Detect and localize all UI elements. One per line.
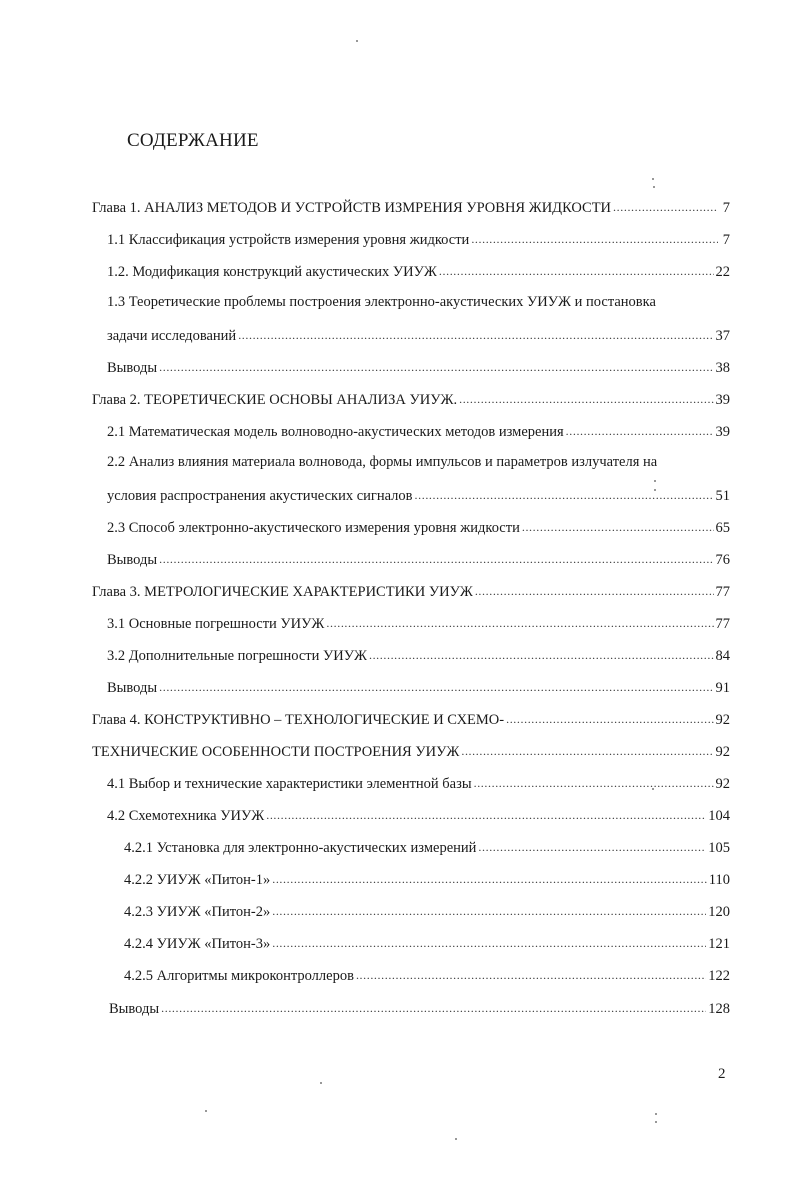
toc-leader <box>415 487 714 505</box>
toc-entry-1-3-line1: 1.3 Теоретические проблемы построения электронно-акустических УИУЖ и постановка <box>107 294 656 310</box>
toc-entry-2-1 <box>107 421 730 441</box>
toc-leader <box>356 967 706 985</box>
toc-entry-label: 4.2.4 УИУЖ «Питон-3» <box>124 936 271 952</box>
toc-leader <box>471 231 718 249</box>
toc-entry-page: 128 <box>708 1001 730 1017</box>
toc-entry-page: 92 <box>715 712 730 728</box>
toc-entry-page: 7 <box>722 232 730 248</box>
page-number: 2 <box>718 1066 726 1082</box>
toc-leader <box>159 359 713 377</box>
scan-speck <box>652 788 654 790</box>
toc-leader <box>474 775 714 793</box>
toc-entry-label: Глава 3. МЕТРОЛОГИЧЕСКИЕ ХАРАКТЕРИСТИКИ УИУЖ <box>92 584 473 600</box>
toc-entry-page: 77 <box>715 616 730 632</box>
toc-entry-page: 51 <box>715 488 730 504</box>
toc-leader <box>272 871 707 889</box>
toc-entry-1-2 <box>107 261 730 281</box>
toc-entry-page: 65 <box>715 520 730 536</box>
toc-entry-chapter-1 <box>92 197 730 217</box>
toc-entry-label: 4.2.3 УИУЖ «Питон-2» <box>124 904 271 920</box>
toc-entry-label: Глава 4. КОНСТРУКТИВНО – ТЕХНОЛОГИЧЕСКИЕ И СХЕМО- <box>92 712 505 728</box>
toc-entry-2-2-line1: 2.2 Анализ влияния материала волновода, формы импульсов и параметров излучателя на <box>107 454 658 470</box>
toc-entry-page: 76 <box>715 552 730 568</box>
toc-entry-1-1 <box>107 229 730 249</box>
toc-entry-label: 3.2 Дополнительные погрешности УИУЖ <box>107 648 367 664</box>
toc-leader <box>506 711 713 729</box>
toc-entry-page: 105 <box>708 840 730 856</box>
toc-entry-label: 4.2.5 Алгоритмы микроконтроллеров <box>124 968 354 984</box>
toc-entry-conclusions-2 <box>107 549 730 569</box>
toc-entry-page: 104 <box>708 808 730 824</box>
toc-leader <box>159 551 713 569</box>
toc-entry-page: 121 <box>708 936 730 952</box>
toc-entry-label: 4.2 Схемотехника УИУЖ <box>107 808 265 824</box>
toc-entry-page: 38 <box>715 360 730 376</box>
toc-entry-label: Глава 2. ТЕОРЕТИЧЕСКИЕ ОСНОВЫ АНАЛИЗА УИУЖ. <box>92 392 458 408</box>
toc-leader <box>159 679 713 697</box>
toc-entry-page: 92 <box>715 744 730 760</box>
toc-leader <box>613 199 718 217</box>
toc-entry-conclusions-4 <box>109 998 730 1018</box>
toc-entry-3-1 <box>107 613 730 633</box>
toc-leader <box>326 615 713 633</box>
page-title: СОДЕРЖАНИЕ <box>127 130 259 151</box>
toc-leader <box>461 743 713 761</box>
toc-leader <box>522 519 714 537</box>
toc-entry-label: 2.1 Математическая модель волноводно-акустических методов измерения <box>107 424 564 440</box>
toc-leader <box>475 583 714 601</box>
toc-entry-4-2-5 <box>124 965 730 985</box>
toc-entry-page: 77 <box>715 584 730 600</box>
scan-speck <box>356 40 358 42</box>
toc-entry-label: Выводы <box>107 680 158 696</box>
toc-leader <box>161 1000 706 1018</box>
scan-speck <box>655 1121 657 1123</box>
toc-entry-2-3 <box>107 517 730 537</box>
toc-entry-label: 3.1 Основные погрешности УИУЖ <box>107 616 325 632</box>
toc-entry-label: Выводы <box>107 360 158 376</box>
toc-entry-2-2 <box>107 485 730 505</box>
toc-entry-page: 22 <box>715 264 730 280</box>
toc-entry-4-2-3 <box>124 901 730 921</box>
toc-entry-label: 1.1 Классификация устройств измерения уровня жидкости <box>107 232 470 248</box>
toc-entry-label: задачи исследований <box>107 328 237 344</box>
scan-speck <box>320 1082 322 1084</box>
toc-entry-page: 122 <box>708 968 730 984</box>
toc-entry-4-2-1 <box>124 837 730 857</box>
toc-entry-4-2-2 <box>124 869 730 889</box>
toc-entry-label: ТЕХНИЧЕСКИЕ ОСОБЕННОСТИ ПОСТРОЕНИЯ УИУЖ <box>92 744 460 760</box>
toc-entry-label: 4.2.2 УИУЖ «Питон-1» <box>124 872 271 888</box>
toc-entry-page: 110 <box>708 872 730 888</box>
toc-entry-label: Глава 1. АНАЛИЗ МЕТОДОВ И УСТРОЙСТВ ИЗМРЕНИЯ УРОВНЯ ЖИДКОСТИ <box>92 200 612 216</box>
toc-entry-label: 1.2. Модификация конструкций акустических УИУЖ <box>107 264 437 280</box>
toc-entry-page: 91 <box>715 680 730 696</box>
toc-entry-page: 7 <box>722 200 730 216</box>
toc-leader <box>369 647 714 665</box>
toc-leader <box>272 935 706 953</box>
toc-entry-1-3 <box>107 325 730 345</box>
toc-leader <box>566 423 714 441</box>
toc-leader <box>238 327 713 345</box>
scan-speck <box>655 1113 657 1115</box>
toc-entry-chapter-3 <box>92 581 730 601</box>
toc-entry-chapter-4-cont <box>92 741 730 761</box>
toc-entry-chapter-2 <box>92 389 730 409</box>
toc-entry-label: Выводы <box>107 552 158 568</box>
scan-speck <box>654 489 656 491</box>
toc-entry-conclusions-3 <box>107 677 730 697</box>
toc-entry-4-2 <box>107 805 730 825</box>
toc-entry-label: условия распространения акустических сигналов <box>107 488 413 504</box>
toc-entry-page: 37 <box>715 328 730 344</box>
scan-speck <box>205 1110 207 1112</box>
scan-speck <box>455 1138 457 1140</box>
toc-entry-4-1 <box>107 773 730 793</box>
toc-entry-label: 2.3 Способ электронно-акустического измерения уровня жидкости <box>107 520 520 536</box>
toc-entry-label: Выводы <box>109 1001 160 1017</box>
toc-leader <box>439 263 714 281</box>
toc-leader <box>478 839 706 857</box>
toc-entry-conclusions-1 <box>107 357 730 377</box>
scan-speck <box>654 480 656 482</box>
toc-entry-page: 39 <box>715 392 730 408</box>
toc-entry-3-2 <box>107 645 730 665</box>
toc-leader <box>272 903 706 921</box>
toc-entry-label: 4.2.1 Установка для электронно-акустических измерений <box>124 840 477 856</box>
toc-leader <box>459 391 713 409</box>
toc-entry-page: 39 <box>715 424 730 440</box>
toc-entry-page: 120 <box>708 904 730 920</box>
scan-speck <box>653 186 655 188</box>
toc-entry-page: 92 <box>715 776 730 792</box>
toc-entry-chapter-4 <box>92 709 730 729</box>
toc-leader <box>266 807 706 825</box>
scan-speck <box>652 178 654 180</box>
toc-entry-label: 4.1 Выбор и технические характеристики элементной базы <box>107 776 472 792</box>
toc-entry-page: 84 <box>715 648 730 664</box>
toc-entry-4-2-4 <box>124 933 730 953</box>
